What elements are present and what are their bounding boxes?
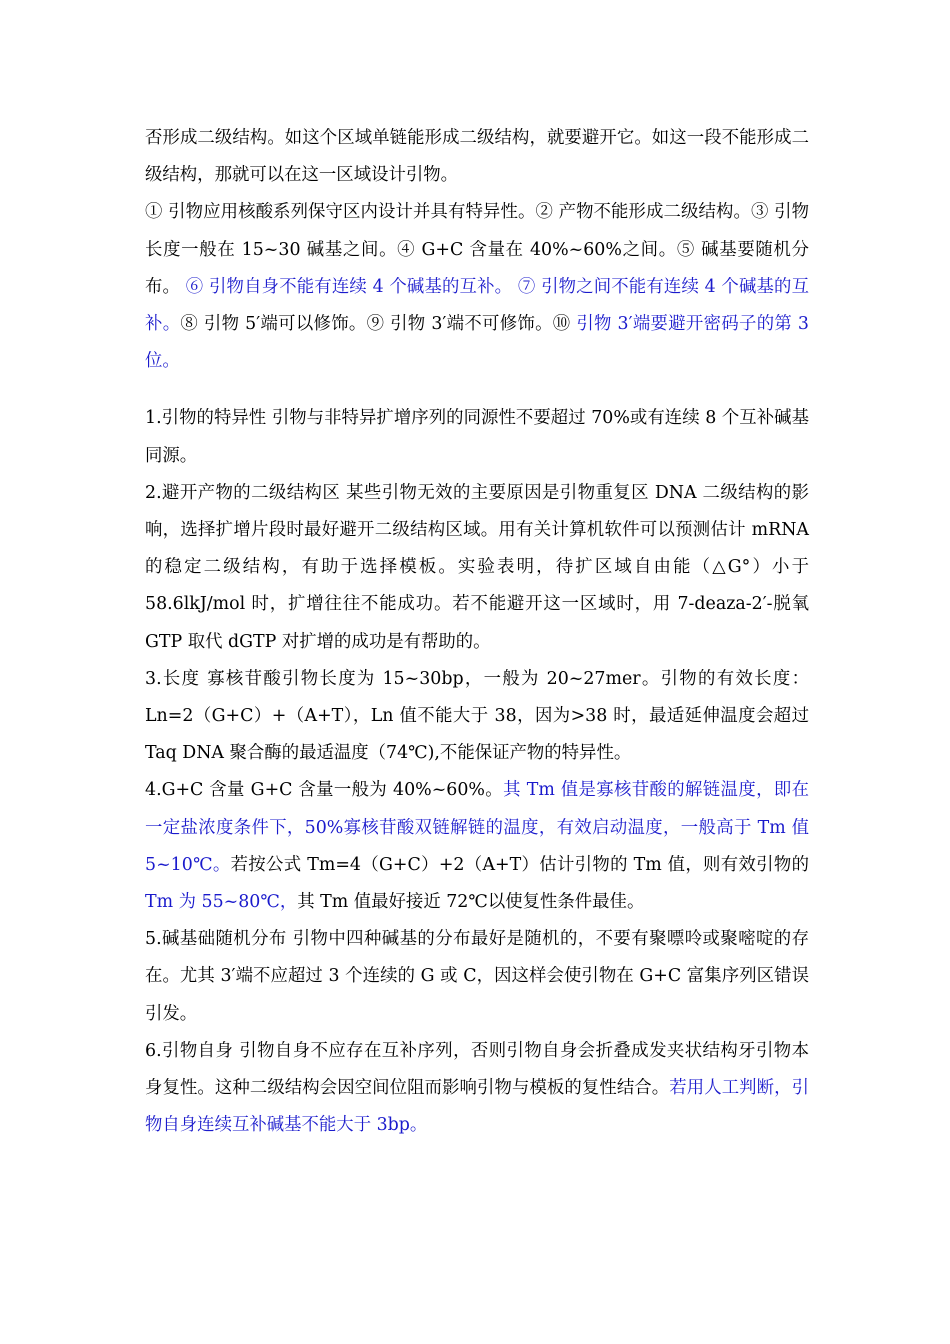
paragraph-item-3: [145, 661, 809, 773]
text-segment: ⑧ 引物 5′端可以修饰。⑨ 引物 3′端不可修饰。⑩: [180, 314, 577, 335]
text-segment: 1.引物的特异性 引物与非特异扩增序列的同源性不要超过 70%或有连续 8 个互补碱基同源。: [145, 408, 809, 466]
paragraph-intro: [145, 120, 809, 194]
highlighted-text-segment: 引物 3′端要避开密码子的第 3 位。: [145, 314, 809, 372]
paragraph-item-1: [145, 400, 809, 474]
paragraph-item-2: [145, 475, 809, 661]
paragraph-spacer: [145, 380, 809, 400]
document-body: [145, 120, 809, 1144]
text-segment: ① 引物应用核酸系列保守区内设计并具有特异性。② 产物不能形成二级结构。③ 引物长度一般在 15~30 碱基之间。④ G+C 含量在 40%~60%之间。⑤ 碱基要随机分布。: [145, 202, 809, 297]
paragraph-item-6: [145, 1033, 809, 1145]
paragraph-item-5: [145, 921, 809, 1033]
text-segment: 4.G+C 含量 G+C 含量一般为 40%~60%。: [145, 780, 504, 801]
text-segment: 3.长度 寡核苷酸引物长度为 15~30bp，一般为 20~27mer。引物的有效长度：Ln=2（G+C）+（A+T），Ln 值不能大于 38，因为>38 时，最适延伸温度会超过 Taq DNA 聚合酶的最适温度（74℃),不能保证产物的特异性。: [145, 668, 809, 764]
text-segment: 否形成二级结构。如这个区域单链能形成二级结构，就要避开它。如这一段不能形成二级结构，那就可以在这一区域设计引物。: [145, 128, 809, 186]
highlighted-text-segment: 其 Tm 值是寡核苷酸的解链温度，即在一定盐浓度条件下，50%寡核苷酸双链解链的温度，有效启动温度，一般高于 Tm 值 5~10℃。: [145, 780, 809, 875]
text-segment: 其 Tm 值最好接近 72℃以使复性条件最佳。: [297, 892, 645, 913]
highlighted-text-segment: Tm 为 55~80℃，: [145, 892, 298, 913]
highlighted-text-segment: 若用人工判断，引物自身连续互补碱基不能大于 3bp。: [145, 1078, 809, 1136]
highlighted-text-segment: ⑥ 引物自身不能有连续 4 个碱基的互补。 ⑦ 引物之间不能有连续 4 个碱基的互补。: [145, 276, 809, 335]
text-segment: 2.避开产物的二级结构区 某些引物无效的主要原因是引物重复区 DNA 二级结构的影响，选择扩增片段时最好避开二级结构区域。用有关计算机软件可以预测估计 mRNA 的稳定二级结构，有助于选择模板。实验表明，待扩区域自由能（△G°）小于 58.6lkJ/mol 时，扩增往往不能成功。若不能避开这一区域时，用 7-deaza-2′-脱氧 GTP 取代 dGTP 对扩增的成功是有帮助的。: [145, 482, 809, 652]
paragraph-item-4: [145, 772, 809, 921]
text-segment: 5.碱基础随机分布 引物中四种碱基的分布最好是随机的，不要有聚嘌呤或聚嘧啶的存在。尤其 3′端不应超过 3 个连续的 G 或 C，因这样会使引物在 G+C 富集序列区错误引发。: [145, 929, 809, 1024]
paragraph-rules-summary: [145, 194, 809, 380]
text-segment: 若按公式 Tm=4（G+C）+2（A+T）估计引物的 Tm 值，则有效引物的: [230, 854, 809, 875]
text-segment: 6.引物自身 引物自身不应存在互补序列，否则引物自身会折叠成发夹状结构牙引物本身复性。这种二级结构会因空间位阻而影响引物与模板的复性结合。: [145, 1040, 809, 1099]
